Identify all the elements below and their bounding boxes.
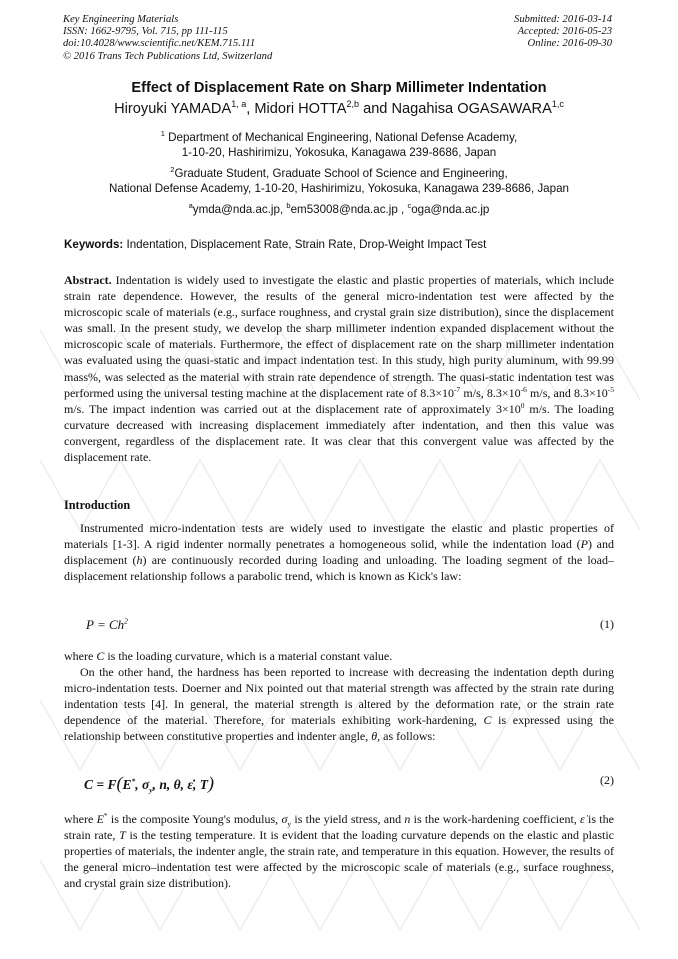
intro-paragraph-3 xyxy=(64,811,614,891)
author-affiliation-mark: 1,c xyxy=(551,99,564,110)
math-symbol: C xyxy=(96,649,105,663)
abstract-text: m/s, xyxy=(460,385,487,400)
math-symbol: ε̇ xyxy=(187,777,193,792)
paragraph-text: Instrumented micro-indentation tests are widely used to investigate the elastic and plastic properties of materials [1-3]. A rigid indenter normally penetrates a homogeneous solid, while the indentation load ( xyxy=(64,521,614,552)
publication-info xyxy=(63,14,272,63)
section-heading: Introduction xyxy=(64,498,131,512)
abstract-text: m/s. The impact indention was carried out at the displacement rate of approximately xyxy=(64,401,496,416)
math-symbol: ε̇ xyxy=(580,812,585,826)
abstract-text: m/s, and xyxy=(526,385,574,400)
doi-line: doi:10.4028/www.scientific.net/KEM.715.111 xyxy=(63,38,256,50)
rate-exponent: -7 xyxy=(454,384,461,394)
publication-dates xyxy=(514,14,612,51)
abstract-text: Indentation is widely used to investigate the elastic and plastic properties of materials, which include strain rate dependence. However, the results of the general micro-indentation test were affected by the microscopic scale of materials (e.g., surface roughness, and crystal grain size distribution), since the displacement was small. In the present study, we develop the sharp millimeter indention expanded displacement without the microscopic scale of materials. Furthermore, the effect of displacement rate on the sharp millimeter indentation was evaluated using the quasi-static and impact indentation test. In this study, high purity aluminum, with 99.99 mass%, was selected as the material with strain rate dependence of strength. The quasi-static indentation test was performed using the universal testing machine at the displacement rate of xyxy=(64,273,614,400)
affiliation-2 xyxy=(0,166,678,196)
math-symbol: T xyxy=(119,828,126,843)
math-subscript: y xyxy=(287,819,292,829)
email-mark: c xyxy=(407,201,412,211)
math-symbol: P xyxy=(580,537,588,552)
author-affiliation-mark: 1, a xyxy=(231,99,247,110)
affiliation-1 xyxy=(0,130,678,160)
paragraph-text: is the strain rate, xyxy=(64,812,614,843)
email-address[interactable]: oga@nda.ac.jp xyxy=(411,203,490,216)
math-symbol: θ xyxy=(173,777,181,792)
rate-value: 3×10 xyxy=(495,401,521,416)
email-mark: b xyxy=(286,201,291,211)
rate-value: 8.3×10 xyxy=(486,385,521,400)
paragraph-text: is the composite Young's modulus, xyxy=(107,812,282,826)
author-name: Hiroyuki YAMADA xyxy=(114,101,232,117)
math-superscript: * xyxy=(103,811,108,820)
author-conjunction: and xyxy=(363,101,388,117)
abstract-label: Abstract. xyxy=(64,273,112,287)
keywords-label: Keywords: xyxy=(64,238,124,251)
equation-body: P = Ch xyxy=(86,617,125,632)
paragraph-text: ) are continuously recorded during loading and unloading. The loading segment of the load–displacement relationship follows a parabolic trend, which is known as Kick's law: xyxy=(64,553,614,584)
paragraph-text: is the testing temperature. It is evident that the loading curvature depends on the elastic and plastic properties of materials, the indenter angle, the strain rate, and temperature in this equation. However, the results of the general micro–indentation test were affected by the microscopic scale of materials (e.g., surface roughness, and crystal grain size distribution). xyxy=(64,828,614,891)
math-superscript: * xyxy=(131,776,136,786)
paragraph-text: On the other hand, the hardness has been reported to increase with decreasing the indentation depth during micro-indentation tests. Doerner and Nix pointed out that material strength was affected by the strain rate during indentation tests [4]. In general, the material strength is altered by the deformation rate, or the strain rate dependence of the material. Therefore, for materials exhibiting work-hardening, xyxy=(64,665,614,728)
intro-paragraph-2 xyxy=(64,648,614,745)
math-symbol: σ xyxy=(281,812,288,826)
paragraph-text: where xyxy=(64,649,97,663)
math-symbol: C xyxy=(84,777,94,792)
math-symbol: θ xyxy=(371,729,378,744)
math-symbol: C xyxy=(483,713,492,728)
math-symbol: E xyxy=(122,777,132,792)
rate-exponent: -6 xyxy=(520,384,527,394)
math-symbol: E xyxy=(96,812,104,826)
rate-exponent: -5 xyxy=(607,384,614,394)
paragraph-text: is the yield stress, and xyxy=(291,812,405,826)
paper-page: Key Engineering Materials ISSN: 1662-9795, Vol. 715, pp 111-115 doi:10.4028/www.scientific.net/KEM.715.111 © 2016 Trans Tech Publications Ltd, Switzerland Submitted: 2016-03-14 Accepted: 2016-05-23 Online: 2016-09-30 Effect of Displacement Rate on Sharp Millimeter Indentation Hiroyuki YAMADA$^{1, a}$, Midori HOTTA$^{2,b}$ and Nagahisa OGASAWARA$^{1,c}$ $^1$ Department of Mechanical Engineering, National Defense Academy, 1-10-20, Hashirimizu, Yokosuka, Kanagawa 239-8686, Japan $^2$Graduate Student, Graduate School of Science and Engineering, National Defense Academy, 1-10-20, Hashirimizu, Yokosuka, Kanagawa 239-8686, Japan $^a$ymda@nda.ac.jp, $^b$em53008@nda.ac.jp , $^c$oga@nda.ac.jp Keywords: Indentation, Displacement Rate, Strain Rate, Drop-Weight Impact Test Abstract. Indentation is widely used to investigate the elastic and plastic properties of materials, which include strain rate dependence. However, the results of the general micro-indentation test were affected by the microscopic scale of materials (e.g., surface roughness, and crystal grain size distribution), since the displacement was small. In the present study, we develop the sharp millimeter indention expanded displacement without the microscopic scale of materials. Furthermore, the effect of displacement rate on the sharp millimeter indentation was evaluated using the quasi-static and impact indentation test. In this study, high purity aluminum, with 99.99 mass%, was selected as the material with strain rate dependence of strength. The quasi-static indentation test was performed using the universal testing machine at the displacement rate of $8.3\times 10^{-7}$ m/s, $8.3\times 10^{-6}$ m/s, and $8.3\times 10^{-5}$ m/s. The impact indention was carried out at the displacement rate of approximately $3\times 10^0$ m/s. The loading curvature decreased with increasing displacement immediately after indentation, and then this value was convergent, regardless of the displacement rate. It was clear that this convergent value was affected by the displacement rate. Introduction Instrumented micro-indentation tests are widely used to investigate the elastic and plastic properties of materials [1-3]. A rigid indenter normally penetrates a homogeneous solid, while the indentation load (P) and displacement (h) are continuously recorded during loading and unloading. The loading segment of the load–displacement relationship follows a parabolic trend, which is known as Kick's law: $P = Ch^2$ (1) where C is the loading curvature, which is a material constant value. On the other hand, the hardness has been reported to increase with decreasing the indentation depth during micro-indentation tests. Doerner and Nix pointed out that material strength was affected by the strain rate during indentation tests [4]. In general, the material strength is altered by the deformation rate, or the strain rate dependence of the material. Therefore, for materials exhibiting work-hardening, C is expressed using the relationship between constitutive properties and indenter angle, θ, as follows: C = F(E*, $\sigma_y$, n, θ, ε̇, T) (2) where E* is the composite Young's modulus, $\sigma_y$ is the yield stress, and n is the work-hardening coefficient, ε̇ is the strain rate, T is the testing temperature. It is evident that the loading curvature depends on the elastic and plastic properties of materials, the indenter angle, the strain rate, and temperature in this equation. However, the results of the general micro–indentation test were affected by the microscopic scale of materials (e.g., surface roughness, and crystal grain size distribution). xyxy=(0,0,678,959)
intro-paragraph-1 xyxy=(64,520,614,584)
email-mark: a xyxy=(188,201,193,211)
accepted-date: Accepted: 2016-05-23 xyxy=(517,26,612,38)
paragraph-text: where xyxy=(64,812,97,826)
math-symbol: n xyxy=(404,812,411,826)
math-symbol: F xyxy=(107,777,117,792)
author-list: Hiroyuki YAMADA$^{1, a}$, Midori HOTTA$^{2,b}$ and Nagahisa OGASAWARA$^{1,c}$ xyxy=(114,99,564,117)
math-symbol: h xyxy=(136,553,143,568)
author-name: Midori HOTTA xyxy=(254,101,347,117)
equation-exponent: 2 xyxy=(124,616,128,626)
equation-number: (2) xyxy=(600,773,614,787)
online-date: Online: 2016-09-30 xyxy=(527,38,612,50)
keywords xyxy=(64,238,486,251)
affiliation-text: National Defense Academy, 1-10-20, Hashirimizu, Yokosuka, Kanagawa 239-8686, Japan xyxy=(109,182,569,195)
author-emails xyxy=(0,202,678,217)
paragraph-text: , as follows: xyxy=(377,729,436,744)
rate-value: 8.3×10 xyxy=(420,385,455,400)
affiliation-mark: 1 xyxy=(160,129,165,139)
affiliation-text: 1-10-20, Hashirimizu, Yokosuka, Kanagawa 239-8686, Japan xyxy=(181,146,497,159)
abstract-text: m/s. The loading curvature decreased with increasing displacement immediately after indentation, and then this value was convergent, regardless of the displacement rate. It was clear that this convergent value was affected by the displacement rate. xyxy=(64,401,614,465)
equation-number: (1) xyxy=(600,617,614,631)
email-address[interactable]: em53008@nda.ac.jp , xyxy=(290,203,405,216)
keywords-text: Indentation, Displacement Rate, Strain Rate, Drop-Weight Impact Test xyxy=(126,238,487,251)
affiliation-text: Graduate Student, Graduate School of Science and Engineering, xyxy=(174,167,508,180)
paragraph-text: is the work-hardening coefficient, xyxy=(410,812,581,826)
author-name: Nagahisa OGASAWARA xyxy=(391,101,552,117)
abstract xyxy=(64,272,614,465)
math-symbol: σ xyxy=(142,777,150,792)
math-symbol: T xyxy=(199,777,208,792)
paragraph-text: ) and displacement ( xyxy=(64,537,614,568)
rate-value: 8.3×10 xyxy=(573,385,608,400)
rate-exponent: 0 xyxy=(520,400,525,410)
email-address[interactable]: ymda@nda.ac.jp, xyxy=(192,203,284,216)
issn-line: ISSN: 1662-9795, Vol. 715, pp 111-115 xyxy=(63,26,228,38)
paragraph-text: is the loading curvature, which is a material constant value. xyxy=(104,649,393,663)
author-affiliation-mark: 2,b xyxy=(346,99,360,110)
math-subscript: y xyxy=(149,785,153,795)
paragraph-text: is expressed using the relationship between constitutive properties and indenter angle, xyxy=(64,713,615,744)
paper-title: Effect of Displacement Rate on Sharp Millimeter Indentation xyxy=(131,80,547,96)
math-symbol: n xyxy=(159,777,167,792)
submitted-date: Submitted: 2016-03-14 xyxy=(514,14,612,25)
affiliation-mark: 2 xyxy=(170,165,175,175)
affiliation-text: Department of Mechanical Engineering, National Defense Academy, xyxy=(168,131,518,144)
journal-name: Key Engineering Materials xyxy=(63,14,179,25)
copyright-line: © 2016 Trans Tech Publications Ltd, Switzerland xyxy=(63,50,273,62)
